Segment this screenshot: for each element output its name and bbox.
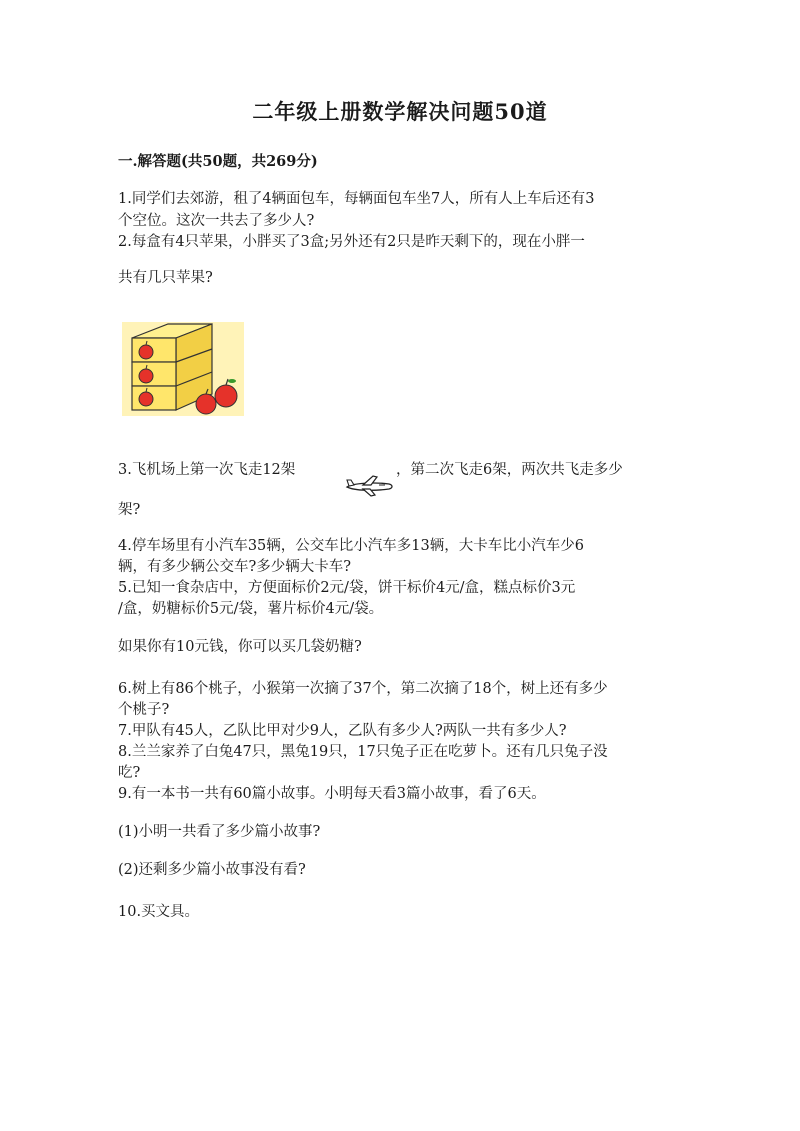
question-3-line-1-part-1: 3.飞机场上第一次飞走12架 xyxy=(118,462,296,478)
question-3-line-2: 架? xyxy=(118,502,141,518)
page-title: 二年级上册数学解决问题50道 xyxy=(252,99,548,124)
question-5-line-2: /盒，奶糖标价5元/袋，薯片标价4元/袋。 xyxy=(118,601,384,617)
question-5-line-3: 如果你有10元钱，你可以买几袋奶糖? xyxy=(118,639,362,655)
question-7-line-1: 7.甲队有45人，乙队比甲对少9人，乙队有多少人?两队一共有多少人? xyxy=(118,723,567,739)
question-10-line-1: 10.买文具。 xyxy=(118,904,200,920)
question-8-line-2: 吃? xyxy=(118,765,141,781)
question-9-sub-2: (2)还剩多少篇小故事没有看? xyxy=(118,862,306,878)
question-1-line-2: 个空位。这次一共去了多少人? xyxy=(118,213,315,229)
airplane-icon xyxy=(345,474,395,498)
apple-boxes-icon xyxy=(122,322,244,416)
question-1-line-1: 1.同学们去郊游，租了4辆面包车，每辆面包车坐7人，所有人上车后还有3 xyxy=(118,191,595,207)
question-8-line-1: 8.兰兰家养了白兔47只，黑兔19只，17只兔子正在吃萝卜。还有几只兔子没 xyxy=(118,744,608,760)
question-2-line-1: 2.每盒有4只苹果，小胖买了3盒;另外还有2只是昨天剩下的，现在小胖一 xyxy=(118,234,585,250)
question-9-line-1: 9.有一本书一共有60篇小故事。小明每天看3篇小故事，看了6天。 xyxy=(118,786,546,802)
section-heading: 一.解答题(共50题，共269分) xyxy=(118,153,318,170)
question-4-line-1: 4.停车场里有小汽车35辆，公交车比小汽车多13辆，大卡车比小汽车少6 xyxy=(118,538,584,554)
question-2-line-2: 共有几只苹果? xyxy=(118,270,213,286)
question-9-sub-1: (1)小明一共看了多少篇小故事? xyxy=(118,824,321,840)
question-6-line-1: 6.树上有86个桃子，小猴第一次摘了37个，第二次摘了18个，树上还有多少 xyxy=(118,681,608,697)
question-3-line-1-part-2: ，第二次飞走6架，两次共飞走多少 xyxy=(396,462,623,478)
apple-boxes-figure xyxy=(122,322,244,416)
question-4-line-2: 辆，有多少辆公交车?多少辆大卡车? xyxy=(118,559,352,575)
question-6-line-2: 个桃子? xyxy=(118,702,170,718)
question-5-line-1: 5.已知一食杂店中，方便面标价2元/袋，饼干标价4元/盒，糕点标价3元 xyxy=(118,580,576,596)
